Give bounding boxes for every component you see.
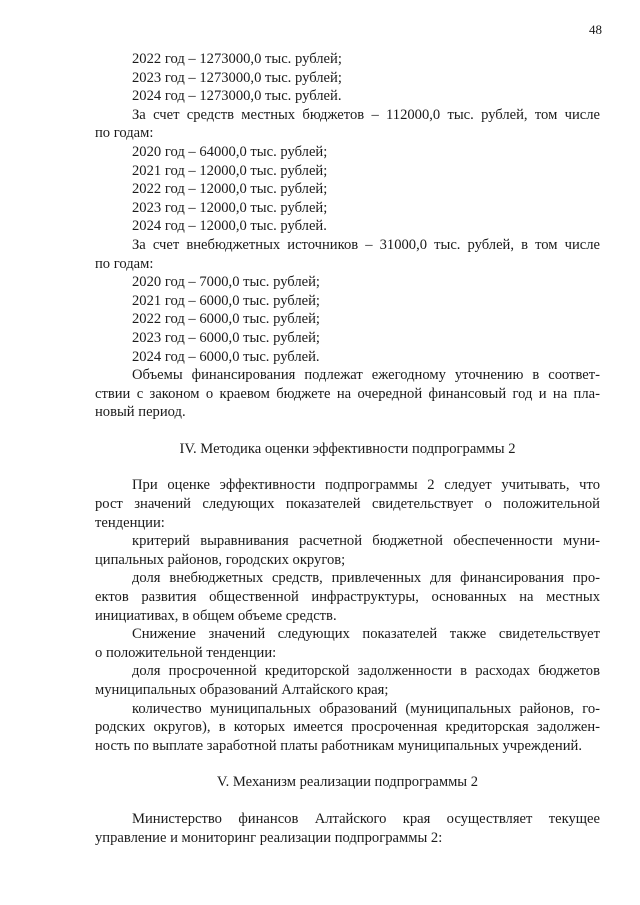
text-line: 2024 год – 1273000,0 тыс. рублей.: [132, 88, 342, 105]
text-line: тенденции:: [95, 514, 165, 531]
text-line: ципальных районов, городских округов;: [95, 551, 346, 568]
text-line: За счет средств местных бюджетов – 112000,0 тыс. рублей, том числе: [132, 106, 600, 123]
document-body: [95, 50, 600, 847]
text-line: рост значений следующих показателей свидетельствует о положительной: [95, 496, 600, 513]
text-line: 2024 год – 12000,0 тыс. рублей.: [132, 218, 327, 235]
text-line: Министерство финансов Алтайского края осуществляет текущее: [132, 810, 600, 827]
text-line: Объемы финансирования подлежат ежегодному уточнению в соответ-: [132, 367, 600, 384]
text-line: 2024 год – 6000,0 тыс. рублей.: [132, 348, 320, 365]
text-line: по годам:: [95, 255, 154, 272]
text-line: муниципальных образований Алтайского края;: [95, 682, 389, 698]
text-line: родских округов), в которых имеется просроченная кредиторская задолжен-: [95, 719, 600, 736]
section-heading-4: IV. Методика оценки эффективности подпрограммы 2: [179, 440, 516, 457]
text-line: При оценке эффективности подпрограммы 2 следует учитывать, что: [132, 477, 600, 494]
text-line: 2020 год – 7000,0 тыс. рублей;: [132, 274, 320, 291]
text-line: по годам:: [95, 125, 154, 142]
text-line: ность по выплате заработной платы работникам муниципальных учреждений.: [95, 737, 582, 754]
text-line: ектов развития общественной инфраструктуры, основанных на местных: [95, 589, 600, 606]
text-line: ствии с законом о краевом бюджете на очередной финансовый год и на пла-: [95, 385, 600, 402]
text-line: количество муниципальных образований (муниципальных районов, го-: [132, 700, 600, 717]
text-line: 2023 год – 1273000,0 тыс. рублей;: [132, 69, 342, 86]
text-line: 2023 год – 6000,0 тыс. рублей;: [132, 329, 320, 346]
text-line: 2020 год – 64000,0 тыс. рублей;: [132, 143, 328, 160]
text-line: о положительной тенденции:: [95, 644, 277, 661]
page-number: 48: [589, 22, 602, 37]
text-line: Снижение значений следующих показателей также свидетельствует: [132, 626, 600, 643]
text-line: 2022 год – 12000,0 тыс. рублей;: [132, 181, 328, 198]
text-line: доля внебюджетных средств, привлеченных для финансирования про-: [132, 570, 600, 587]
text-line: 2021 год – 6000,0 тыс. рублей;: [132, 292, 320, 309]
text-line: критерий выравнивания расчетной бюджетной обеспеченности муни-: [132, 533, 600, 550]
text-line: управление и мониторинг реализации подпрограммы 2:: [95, 829, 443, 846]
text-line: 2023 год – 12000,0 тыс. рублей;: [132, 199, 328, 216]
text-line: За счет внебюджетных источников – 31000,0 тыс. рублей, в том числе: [132, 236, 600, 253]
text-line: новый период.: [95, 404, 186, 421]
text-line: 2022 год – 6000,0 тыс. рублей;: [132, 311, 320, 328]
text-line: инициативах, в общем объеме средств.: [95, 607, 337, 624]
text-line: 2022 год – 1273000,0 тыс. рублей;: [132, 51, 342, 67]
section-heading-5: V. Механизм реализации подпрограммы 2: [216, 774, 479, 791]
text-line: доля просроченной кредиторской задолженности в расходах бюджетов: [132, 663, 600, 680]
text-line: 2021 год – 12000,0 тыс. рублей;: [132, 162, 328, 179]
